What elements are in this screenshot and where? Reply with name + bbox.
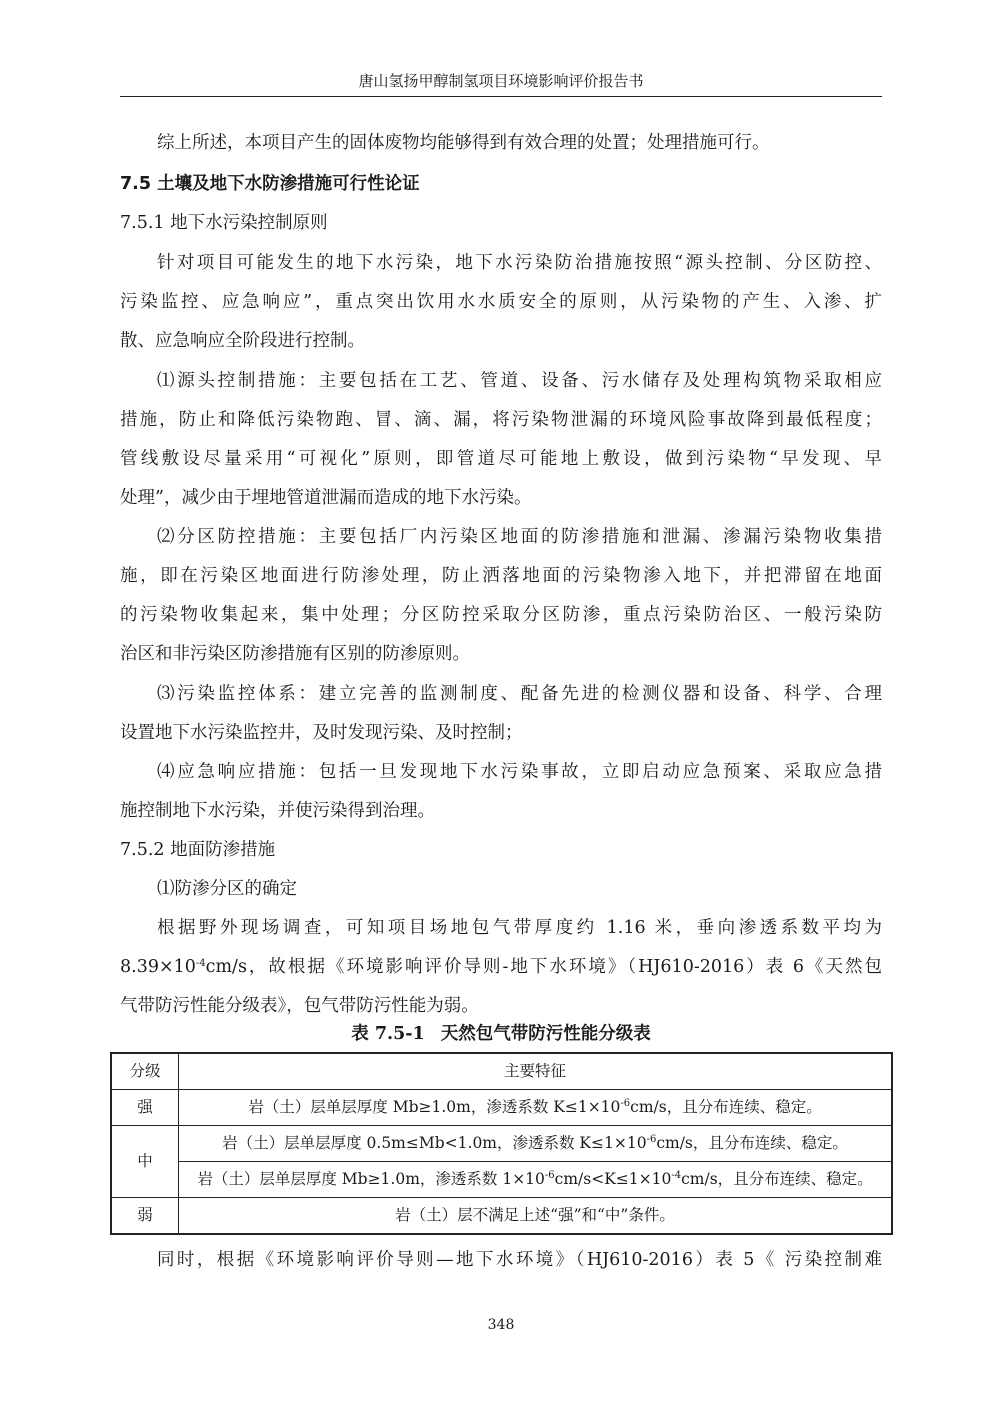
feature-cell [179, 1162, 893, 1198]
table-row [111, 1090, 892, 1126]
permeability-grade-table [110, 1052, 893, 1235]
paragraph-line: ⑷应急响应措施：包括一旦发现地下水污染事故，立即启动应急预案、采取应急措 [157, 762, 882, 782]
superscript: -6 [544, 1170, 555, 1181]
text-span: cm/s，故根据《环境影响评价导则-地下水环境》（HJ610-2016）表 6《天然包 [205, 957, 882, 977]
text-span: cm/s，且分布连续、稳定。 [681, 1170, 873, 1188]
table-header-cell: 分级 [111, 1053, 179, 1090]
paragraph-line [120, 955, 882, 979]
table-row [111, 1162, 892, 1198]
paragraph-line: 同时，根据《环境影响评价导则—地下水环境》（HJ610-2016）表 5《 污染控制难 [157, 1250, 882, 1270]
paragraph-line: 治区和非污染区防渗措施有区别的防渗原则。 [120, 644, 470, 664]
summary-paragraph: 综上所述，本项目产生的固体废物均能够得到有效合理的处置；处理措施可行。 [157, 133, 770, 153]
table-caption-number: 表 7.5-1 [351, 1024, 425, 1044]
paragraph-line: 散、应急响应全阶段进行控制。 [120, 331, 365, 351]
feature-cell: 岩（土）层不满足上述“强”和“中”条件。 [179, 1198, 893, 1235]
text-span: 岩（土）层单层厚度 Mb≥1.0m，渗透系数 1×10 [197, 1170, 545, 1188]
paragraph-line: 措施，防止和降低污染物跑、冒、滴、漏，将污染物泄漏的环境风险事故降到最低程度； [120, 410, 882, 430]
paragraph-line: 气带防污性能分级表》，包气带防污性能为弱。 [120, 996, 479, 1016]
superscript: -6 [620, 1098, 631, 1109]
text-span: cm/s<K≤1×10 [554, 1170, 672, 1188]
paragraph-line: ⑴源头控制措施：主要包括在工艺、管道、设备、污水储存及处理构筑物采取相应 [157, 371, 882, 391]
superscript: -4 [195, 958, 206, 969]
running-header: 唐山氢扬甲醇制氢项目环境影响评价报告书 [358, 72, 644, 90]
text-span: cm/s，且分布连续、稳定。 [656, 1134, 848, 1152]
table-caption [120, 1022, 882, 1046]
table-row [111, 1198, 892, 1235]
text-span: 岩（土）层单层厚度 Mb≥1.0m，渗透系数 K≤1×10 [248, 1098, 621, 1116]
table-header-cell: 主要特征 [179, 1053, 893, 1090]
grade-cell: 强 [111, 1090, 179, 1126]
section-heading-7-5-1: 7.5.1 地下水污染控制原则 [120, 213, 328, 233]
paragraph-line: 施，即在污染区地面进行防渗处理，防止洒落地面的污染物渗入地下，并把滞留在地面 [120, 566, 882, 586]
paragraph-line: 施控制地下水污染，并使污染得到治理。 [120, 801, 435, 821]
paragraph-line: ⑵分区防控措施：主要包括厂内污染区地面的防渗措施和泄漏、渗漏污染物收集措 [157, 527, 882, 547]
paragraph-line: 处理”，减少由于埋地管道泄漏而造成的地下水污染。 [120, 488, 532, 508]
paragraph-line: 针对项目可能发生的地下水污染，地下水污染防治措施按照“源头控制、分区防控、 [157, 253, 882, 273]
page-number: 348 [487, 1317, 515, 1333]
paragraph-line: 管线敷设尽量采用“可视化”原则，即管道尽可能地上敷设，做到污染物“早发现、早 [120, 449, 882, 469]
grade-cell: 弱 [111, 1198, 179, 1235]
feature-cell [179, 1126, 893, 1162]
feature-cell [179, 1090, 893, 1126]
grade-cell: 中 [111, 1126, 179, 1198]
section-heading-7-5-2: 7.5.2 地面防渗措施 [120, 840, 276, 860]
section-heading-7-5: 7.5 土壤及地下水防渗措施可行性论证 [120, 174, 420, 194]
text-span: cm/s，且分布连续、稳定。 [630, 1098, 822, 1116]
superscript: -4 [671, 1170, 682, 1181]
paragraph-line: 污染监控、应急响应”，重点突出饮用水水质安全的原则，从污染物的产生、入渗、扩 [120, 292, 882, 312]
subsection-label: ⑴防渗分区的确定 [157, 879, 297, 899]
table-row [111, 1126, 892, 1162]
paragraph-line: 根据野外现场调查，可知项目场地包气带厚度约 1.16 米，垂向渗透系数平均为 [157, 918, 882, 938]
paragraph-line: ⑶污染监控体系：建立完善的监测制度、配备先进的检测仪器和设备、科学、合理 [157, 684, 882, 704]
table-header-row [111, 1053, 892, 1090]
paragraph-line: 的污染物收集起来，集中处理；分区防控采取分区防渗，重点污染防治区、一般污染防 [120, 605, 882, 625]
superscript: -6 [646, 1134, 657, 1145]
text-span: 8.39×10 [120, 957, 196, 977]
table-caption-title: 天然包气带防污性能分级表 [440, 1024, 651, 1044]
header-rule [120, 96, 882, 97]
paragraph-line: 设置地下水污染监控井，及时发现污染、及时控制； [120, 723, 523, 743]
text-span: 岩（土）层单层厚度 0.5m≤Mb<1.0m，渗透系数 K≤1×10 [222, 1134, 647, 1152]
